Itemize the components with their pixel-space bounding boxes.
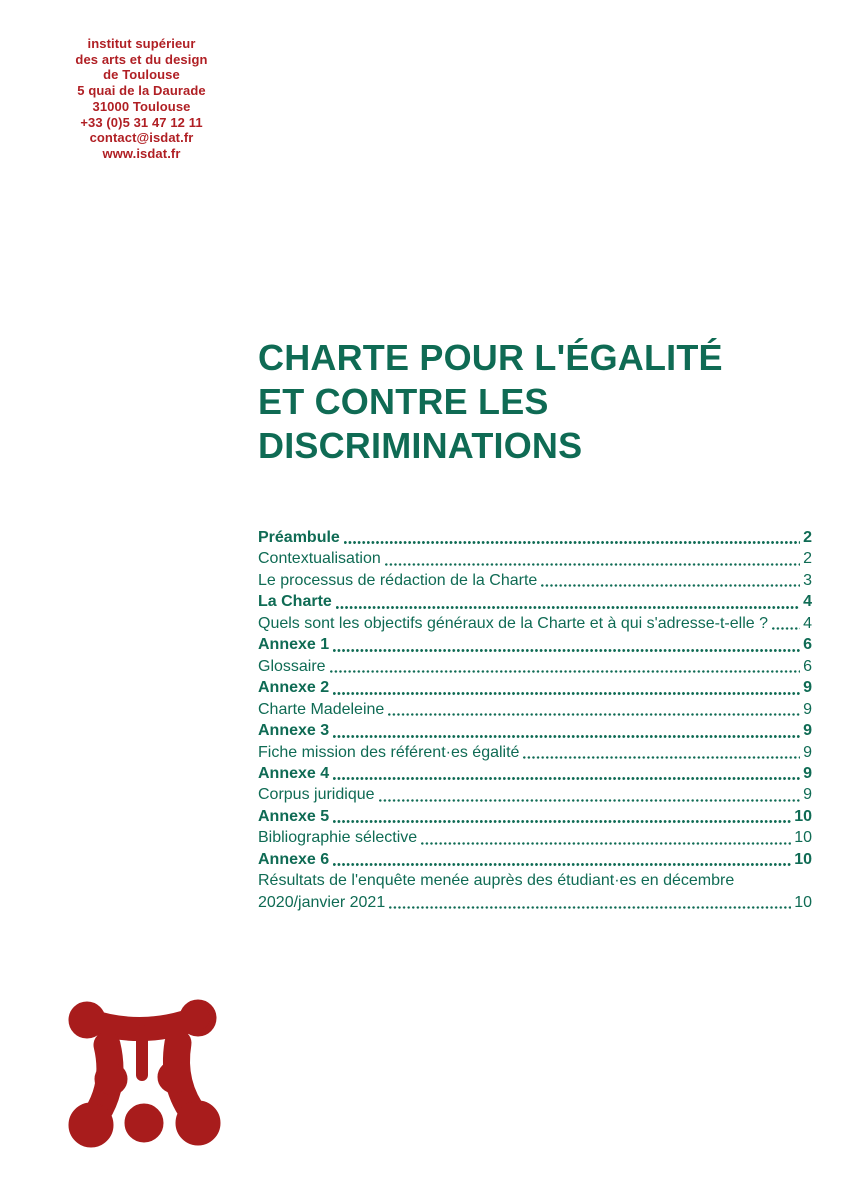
toc-entry[interactable] [258, 763, 812, 784]
toc-entry[interactable] [258, 870, 812, 891]
toc-entry-label: Préambule [258, 529, 340, 546]
toc-entry[interactable] [258, 591, 812, 612]
toc-page-number: 9 [803, 764, 812, 782]
page-title [258, 336, 818, 468]
toc-entry-label: Annexe 2 [258, 679, 330, 697]
toc-page-number: 2 [803, 529, 812, 546]
toc-entry-label: Annexe 6 [258, 850, 330, 868]
toc-entry[interactable] [258, 892, 812, 913]
toc-page-number: 4 [803, 593, 812, 611]
toc-dot-leader [333, 820, 791, 823]
toc-page-number: 2 [803, 550, 812, 568]
toc-page-number: 10 [794, 893, 812, 911]
toc-dot-leader [523, 756, 800, 759]
toc-entry-label: Charte Madeleine [258, 700, 385, 718]
toc-dot-leader [333, 735, 800, 738]
toc-entry-label: Annexe 3 [258, 722, 330, 740]
toc-entry-label: Résultats de l'enquête menée auprès des étudiant·es en décembre [258, 872, 735, 890]
toc-dot-leader [385, 563, 800, 566]
toc-entry-label: Le processus de rédaction de la Charte [258, 571, 538, 589]
toc-dot-leader [772, 627, 800, 630]
toc-page-number: 9 [803, 679, 812, 697]
toc-page-number: 10 [794, 807, 812, 825]
toc-entry[interactable] [258, 699, 812, 720]
toc-entry[interactable] [258, 656, 812, 677]
toc-entry[interactable] [258, 742, 812, 763]
toc-page-number: 9 [803, 700, 812, 718]
toc-entry-label: Annexe 4 [258, 764, 330, 782]
letterhead-line: +33 (0)5 31 47 12 11 [80, 114, 203, 130]
toc-dot-leader [421, 842, 791, 845]
toc-entry[interactable] [258, 548, 812, 569]
toc-page-number: 10 [794, 850, 812, 868]
toc-entry-label: Annexe 1 [258, 636, 330, 654]
toc-page-number: 6 [803, 657, 812, 675]
toc-entry[interactable] [258, 720, 812, 741]
toc-dot-leader [330, 670, 801, 673]
toc-entry[interactable] [258, 827, 812, 848]
letterhead-line: institut supérieur [87, 36, 196, 51]
toc-entry-label: Quels sont les objectifs généraux de la Charte et à qui s'adresse-t-elle ? [258, 614, 768, 632]
toc-entry[interactable] [258, 806, 812, 827]
toc-dot-leader [333, 863, 791, 866]
toc-dot-leader [333, 777, 800, 780]
toc-entry-label: 2020/janvier 2021 [258, 893, 386, 911]
title-line: DISCRIMINATIONS [258, 425, 583, 466]
letterhead-line: 5 quai de la Daurade [77, 83, 206, 99]
toc-dot-leader [379, 799, 801, 802]
toc-dot-leader [389, 906, 791, 909]
toc-dot-leader [388, 713, 800, 716]
toc-entry[interactable] [258, 527, 812, 548]
toc-entry[interactable] [258, 613, 812, 634]
toc-dot-leader [333, 649, 800, 652]
letterhead [54, 36, 229, 162]
toc-entry-label: Contextualisation [258, 550, 381, 568]
toc-page-number: 9 [803, 743, 812, 761]
toc-dot-leader [541, 584, 800, 587]
isdat-logo-graphic [55, 988, 235, 1163]
title-line: CHARTE POUR L'ÉGALITÉ [258, 337, 723, 378]
toc-page-number: 10 [794, 829, 812, 847]
letterhead-line: de Toulouse [103, 67, 180, 83]
isdat-logo [55, 988, 235, 1163]
toc-entry-label: Annexe 5 [258, 807, 330, 825]
toc-entry-label: Fiche mission des référent·es égalité [258, 743, 520, 761]
toc-entry-label: La Charte [258, 593, 332, 611]
title-line: ET CONTRE LES [258, 381, 549, 422]
toc-entry-label: Corpus juridique [258, 786, 375, 804]
toc-dot-leader [333, 692, 800, 695]
toc-page-number: 9 [803, 722, 812, 740]
toc-dot-leader [336, 606, 800, 609]
toc-dot-leader [344, 541, 800, 544]
letterhead-line: 31000 Toulouse [92, 98, 191, 114]
toc-entry[interactable] [258, 570, 812, 591]
toc-page-number: 6 [803, 636, 812, 654]
toc-page-number: 3 [803, 571, 812, 589]
toc-page-number: 9 [803, 786, 812, 804]
letterhead-line: contact@isdat.fr [89, 130, 194, 146]
toc-entry-label: Glossaire [258, 657, 326, 675]
letterhead-line: www.isdat.fr [102, 145, 181, 161]
toc-entry[interactable] [258, 634, 812, 655]
table-of-contents [258, 527, 812, 913]
toc-entry[interactable] [258, 849, 812, 870]
letterhead-line: des arts et du design [75, 51, 208, 67]
toc-entry[interactable] [258, 677, 812, 698]
toc-page-number: 4 [803, 614, 812, 632]
toc-entry[interactable] [258, 784, 812, 805]
toc-entry-label: Bibliographie sélective [258, 829, 418, 847]
